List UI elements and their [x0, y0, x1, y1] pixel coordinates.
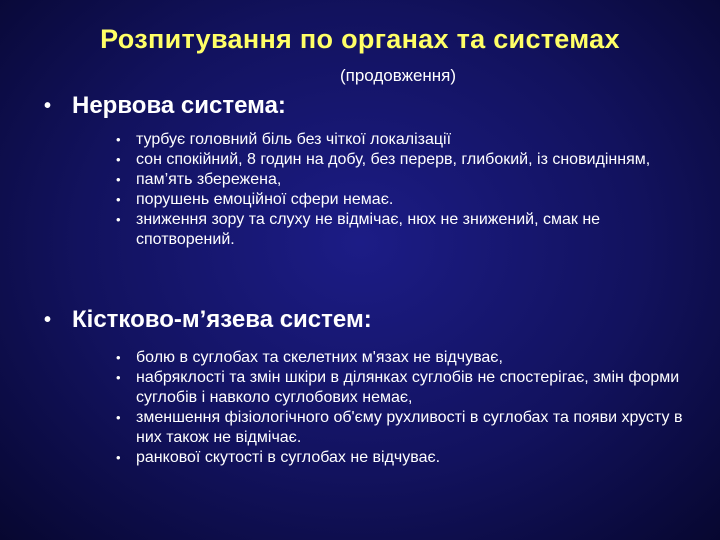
bullet-icon: • [116, 212, 121, 227]
list-item-text: зниження зору та слуху не відмічає, нюх не знижений, смак не спотворений. [136, 211, 601, 248]
section-heading [44, 92, 704, 120]
bullet-icon: • [116, 350, 121, 365]
slide-title: Розпитування по органах та системах [100, 24, 620, 54]
section-musculoskeletal-system [44, 306, 704, 468]
list-item [116, 408, 696, 448]
list-item [116, 170, 696, 190]
section-heading-text: Нервова система: [72, 92, 286, 119]
bullet-icon: • [116, 192, 121, 207]
slide-subtitle: (продовження) [339, 66, 457, 85]
list-item [116, 130, 696, 150]
bullet-list [116, 348, 696, 468]
list-item-text: набряклості та змін шкіри в ділянках суглобів не спостерігає, змін форми суглобів і навколо суглобових немає, [136, 369, 680, 406]
bullet-icon: • [44, 309, 52, 331]
bullet-icon: • [116, 410, 121, 425]
bullet-icon: • [116, 172, 121, 187]
list-item [116, 368, 696, 408]
section-heading [44, 306, 704, 334]
bullet-icon: • [116, 370, 121, 385]
list-item [116, 190, 696, 210]
list-item [116, 448, 696, 468]
list-item-text: пам’ять збережена, [136, 171, 282, 188]
bullet-icon: • [116, 132, 121, 147]
list-item-text: турбує головний біль без чіткої локалізації [136, 131, 452, 148]
list-item-text: зменшення фізіологічного об'єму рухливості в суглобах та появи хрусту в них також не відмічає. [136, 409, 683, 446]
list-item-text: сон спокійний, 8 годин на добу, без перерв, глибокий, із сновидінням, [136, 151, 651, 168]
list-item-text: болю в суглобах та скелетних м'язах не відчуває, [136, 349, 503, 366]
bullet-list [116, 130, 696, 250]
section-nervous-system [44, 92, 704, 250]
list-item [116, 210, 696, 250]
list-item [116, 348, 696, 368]
list-item [116, 150, 696, 170]
bullet-icon: • [44, 95, 52, 117]
list-item-text: порушень емоційної сфери немає. [136, 191, 394, 208]
bullet-icon: • [116, 152, 121, 167]
section-heading-text: Кістково-м’язева систем: [72, 306, 372, 333]
bullet-icon: • [116, 450, 121, 465]
list-item-text: ранкової скутості в суглобах не відчуває. [136, 449, 441, 466]
